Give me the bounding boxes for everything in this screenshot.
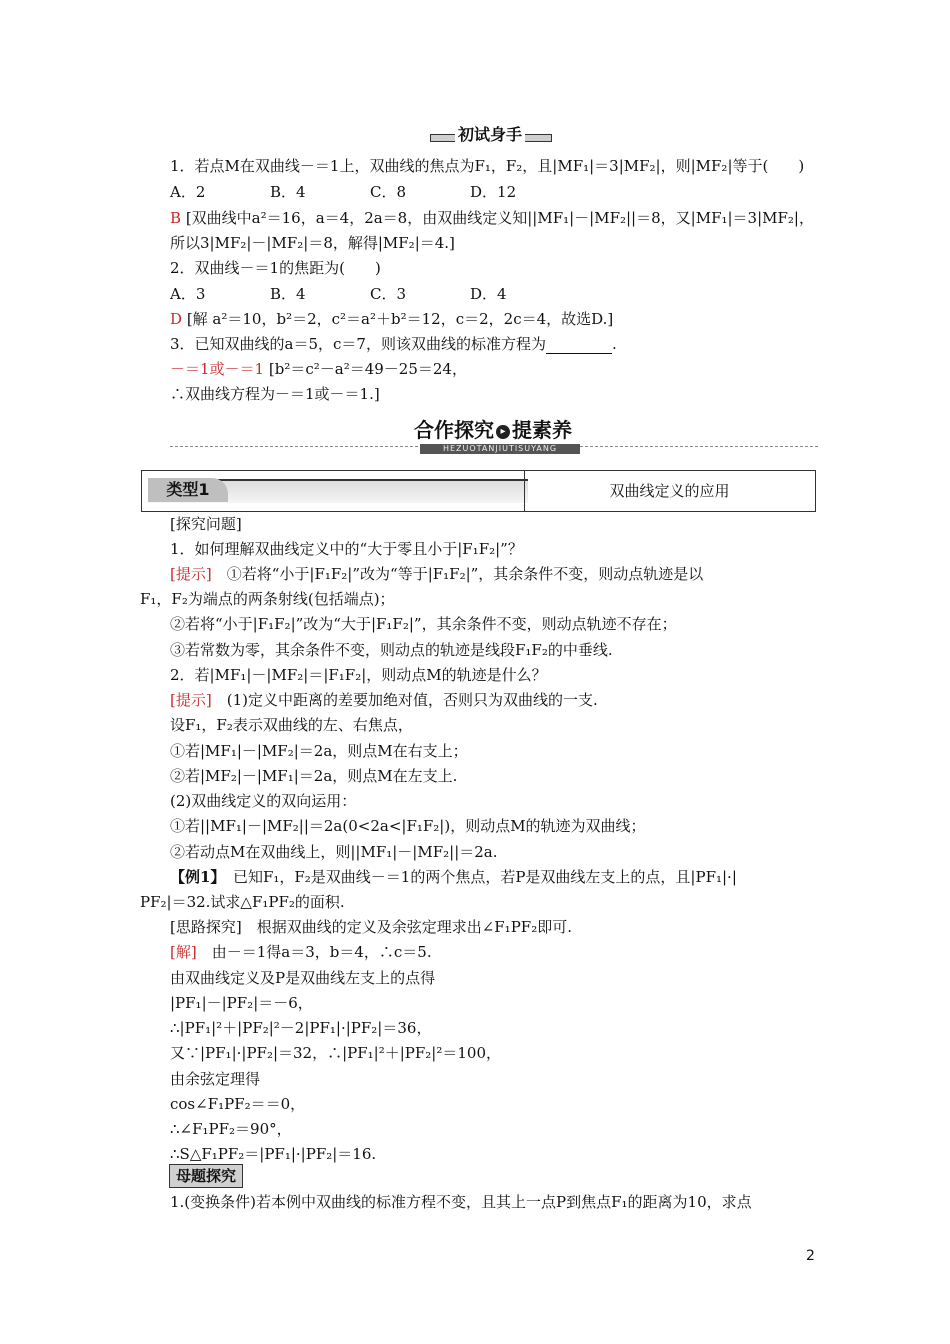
option-d: D．4 <box>470 285 507 303</box>
try-q1: 1．若点M在双曲线－＝1上，双曲线的焦点为F₁，F₂，且|MF₁|＝3|MF₂|，则|MF₂|等于( ) <box>170 157 805 175</box>
explore-h2-l4: ②若|MF₂|－|MF₁|＝2a，则点M在左支上. <box>170 767 458 785</box>
option-b: B．4 <box>270 183 306 201</box>
option-d: D．12 <box>470 183 517 201</box>
explore-h2-l3: ①若|MF₁|－|MF₂|＝2a，则点M在右支上； <box>170 742 468 760</box>
example-l2: PF₂|＝32.试求△F₁PF₂的面积. <box>140 893 345 911</box>
mother-question-tag: 母题探究 <box>169 1164 243 1188</box>
arrow-dot-icon: ▸ <box>496 425 510 439</box>
try-a3-line2: ∴双曲线方程为－＝1或－＝1.] <box>170 385 380 403</box>
try-q1-options <box>170 182 516 202</box>
answer-text: [双曲线中a²＝16，a＝4，2a＝8，由双曲线定义知||MF₁|－|MF₂||＝8，又|MF₁|＝3|MF₂|， <box>185 209 814 227</box>
hint-text: (1)定义中距离的差要加绝对值，否则只为双曲线的一支. <box>226 691 598 709</box>
section-try-title <box>425 122 555 148</box>
explore-h2-l5: (2)双曲线定义的双向运用： <box>170 792 357 810</box>
q3-period: . <box>611 335 617 353</box>
type-title: 双曲线定义的应用 <box>609 482 730 500</box>
answer-letter: D <box>170 310 183 328</box>
explore-h1-l1 <box>170 564 703 584</box>
example-s5: 又∵|PF₁|·|PF₂|＝32，∴|PF₁|²＋|PF₂|²＝100， <box>170 1044 501 1062</box>
banner-part2: 提素养 <box>512 418 572 442</box>
option-b: B．4 <box>270 285 306 303</box>
option-a: A．2 <box>170 183 206 201</box>
type-box <box>141 470 816 512</box>
explore-h2-l6: ①若||MF₁|－|MF₂||＝2a(0<2a<|F₁F₂|)，则动点M的轨迹为双曲线； <box>170 817 646 835</box>
example-s1 <box>170 942 432 962</box>
example-text: 已知F₁，F₂是双曲线－＝1的两个焦点，若P是双曲线左支上的点，且|PF₁|·| <box>232 868 737 886</box>
option-a: A．3 <box>170 285 206 303</box>
answer-blank <box>546 339 612 354</box>
answer-letter: B <box>170 209 182 227</box>
example-s8: ∴∠F₁PF₂＝90°， <box>170 1120 292 1138</box>
example-s3: |PF₁|－|PF₂|＝－6， <box>170 994 313 1012</box>
example-s9: ∴S△F₁PF₂＝|PF₁|·|PF₂|＝16. <box>170 1145 377 1163</box>
explore-h2-l7: ②若动点M在双曲线上，则||MF₁|－|MF₂||＝2a. <box>170 843 498 861</box>
page-number: 2 <box>806 1248 815 1264</box>
hint-label: [提示] <box>170 565 212 583</box>
option-c: C．8 <box>370 183 407 201</box>
solution-text: 由－＝1得a＝3，b＝4，∴c＝5. <box>211 943 432 961</box>
explore-heading: [探究问题] <box>170 515 242 533</box>
example-s7: cos∠F₁PF₂＝＝0， <box>170 1095 306 1113</box>
explore-q2: 2．若|MF₁|－|MF₂|＝|F₁F₂|，则动点M的轨迹是什么？ <box>170 666 547 684</box>
answer-text: [b²＝c²－a²＝49－25＝24， <box>268 360 467 378</box>
try-a1-line2: 所以3|MF₂|－|MF₂|＝8，解得|MF₂|＝4.] <box>170 234 455 252</box>
explore-q1: 1．如何理解双曲线定义中的“大于零且小于|F₁F₂|”？ <box>170 540 523 558</box>
option-c: C．3 <box>370 285 407 303</box>
explore-h2-l2: 设F₁，F₂表示双曲线的左、右焦点， <box>170 716 413 734</box>
answer-red: －＝1或－＝1 <box>170 360 265 378</box>
type-tag-label: 类型1 <box>148 478 228 502</box>
explore-h1-l2: F₁，F₂为端点的两条射线(包括端点)； <box>140 590 395 608</box>
explore-h1-l4: ③若常数为零，其余条件不变，则动点的轨迹是线段F₁F₂的中垂线. <box>170 641 613 659</box>
solution-label: [解] <box>170 943 197 961</box>
example-idea: [思路探究] 根据双曲线的定义及余弦定理求出∠F₁PF₂即可. <box>170 918 572 936</box>
section-try-label: 初试身手 <box>455 122 525 148</box>
example-s6: 由余弦定理得 <box>170 1070 261 1088</box>
section-banner <box>170 414 818 454</box>
try-q3 <box>170 334 617 354</box>
example-l1 <box>170 867 737 887</box>
explore-h2-l1 <box>170 690 598 710</box>
mother-l1: 1.(变换条件)若本例中双曲线的标准方程不变，且其上一点P到焦点F₁的距离为10，求点 <box>170 1193 752 1211</box>
try-a1-line1 <box>170 208 814 228</box>
banner-part1: 合作探究 <box>414 418 494 442</box>
example-s4: ∴|PF₁|²＋|PF₂|²－2|PF₁|·|PF₂|＝36， <box>170 1019 432 1037</box>
type-tag <box>148 479 528 503</box>
banner-title <box>403 416 583 444</box>
try-q2-options <box>170 284 507 304</box>
example-label: 【例1】 <box>170 868 218 886</box>
banner-pinyin: HEZUOTANJIUTISUYANG <box>420 444 580 454</box>
answer-text: [解 a²＝10，b²＝2，c²＝a²＋b²＝12，c＝2，2c＝4，故选D.] <box>186 310 614 328</box>
q3-text: 3．已知双曲线的a＝5，c＝7，则该双曲线的标准方程为 <box>170 335 546 353</box>
hint-label: [提示] <box>170 691 212 709</box>
try-a3-line1 <box>170 359 467 379</box>
try-a2 <box>170 309 613 329</box>
example-s2: 由双曲线定义及P是双曲线左支上的点得 <box>170 969 436 987</box>
try-q2: 2．双曲线－＝1的焦距为( ) <box>170 259 381 277</box>
explore-h1-l3: ②若将“小于|F₁F₂|”改为“大于|F₁F₂|”，其余条件不变，则动点轨迹不存在； <box>170 615 677 633</box>
hint-text: ①若将“小于|F₁F₂|”改为“等于|F₁F₂|”，其余条件不变，则动点轨迹是以 <box>226 565 704 583</box>
